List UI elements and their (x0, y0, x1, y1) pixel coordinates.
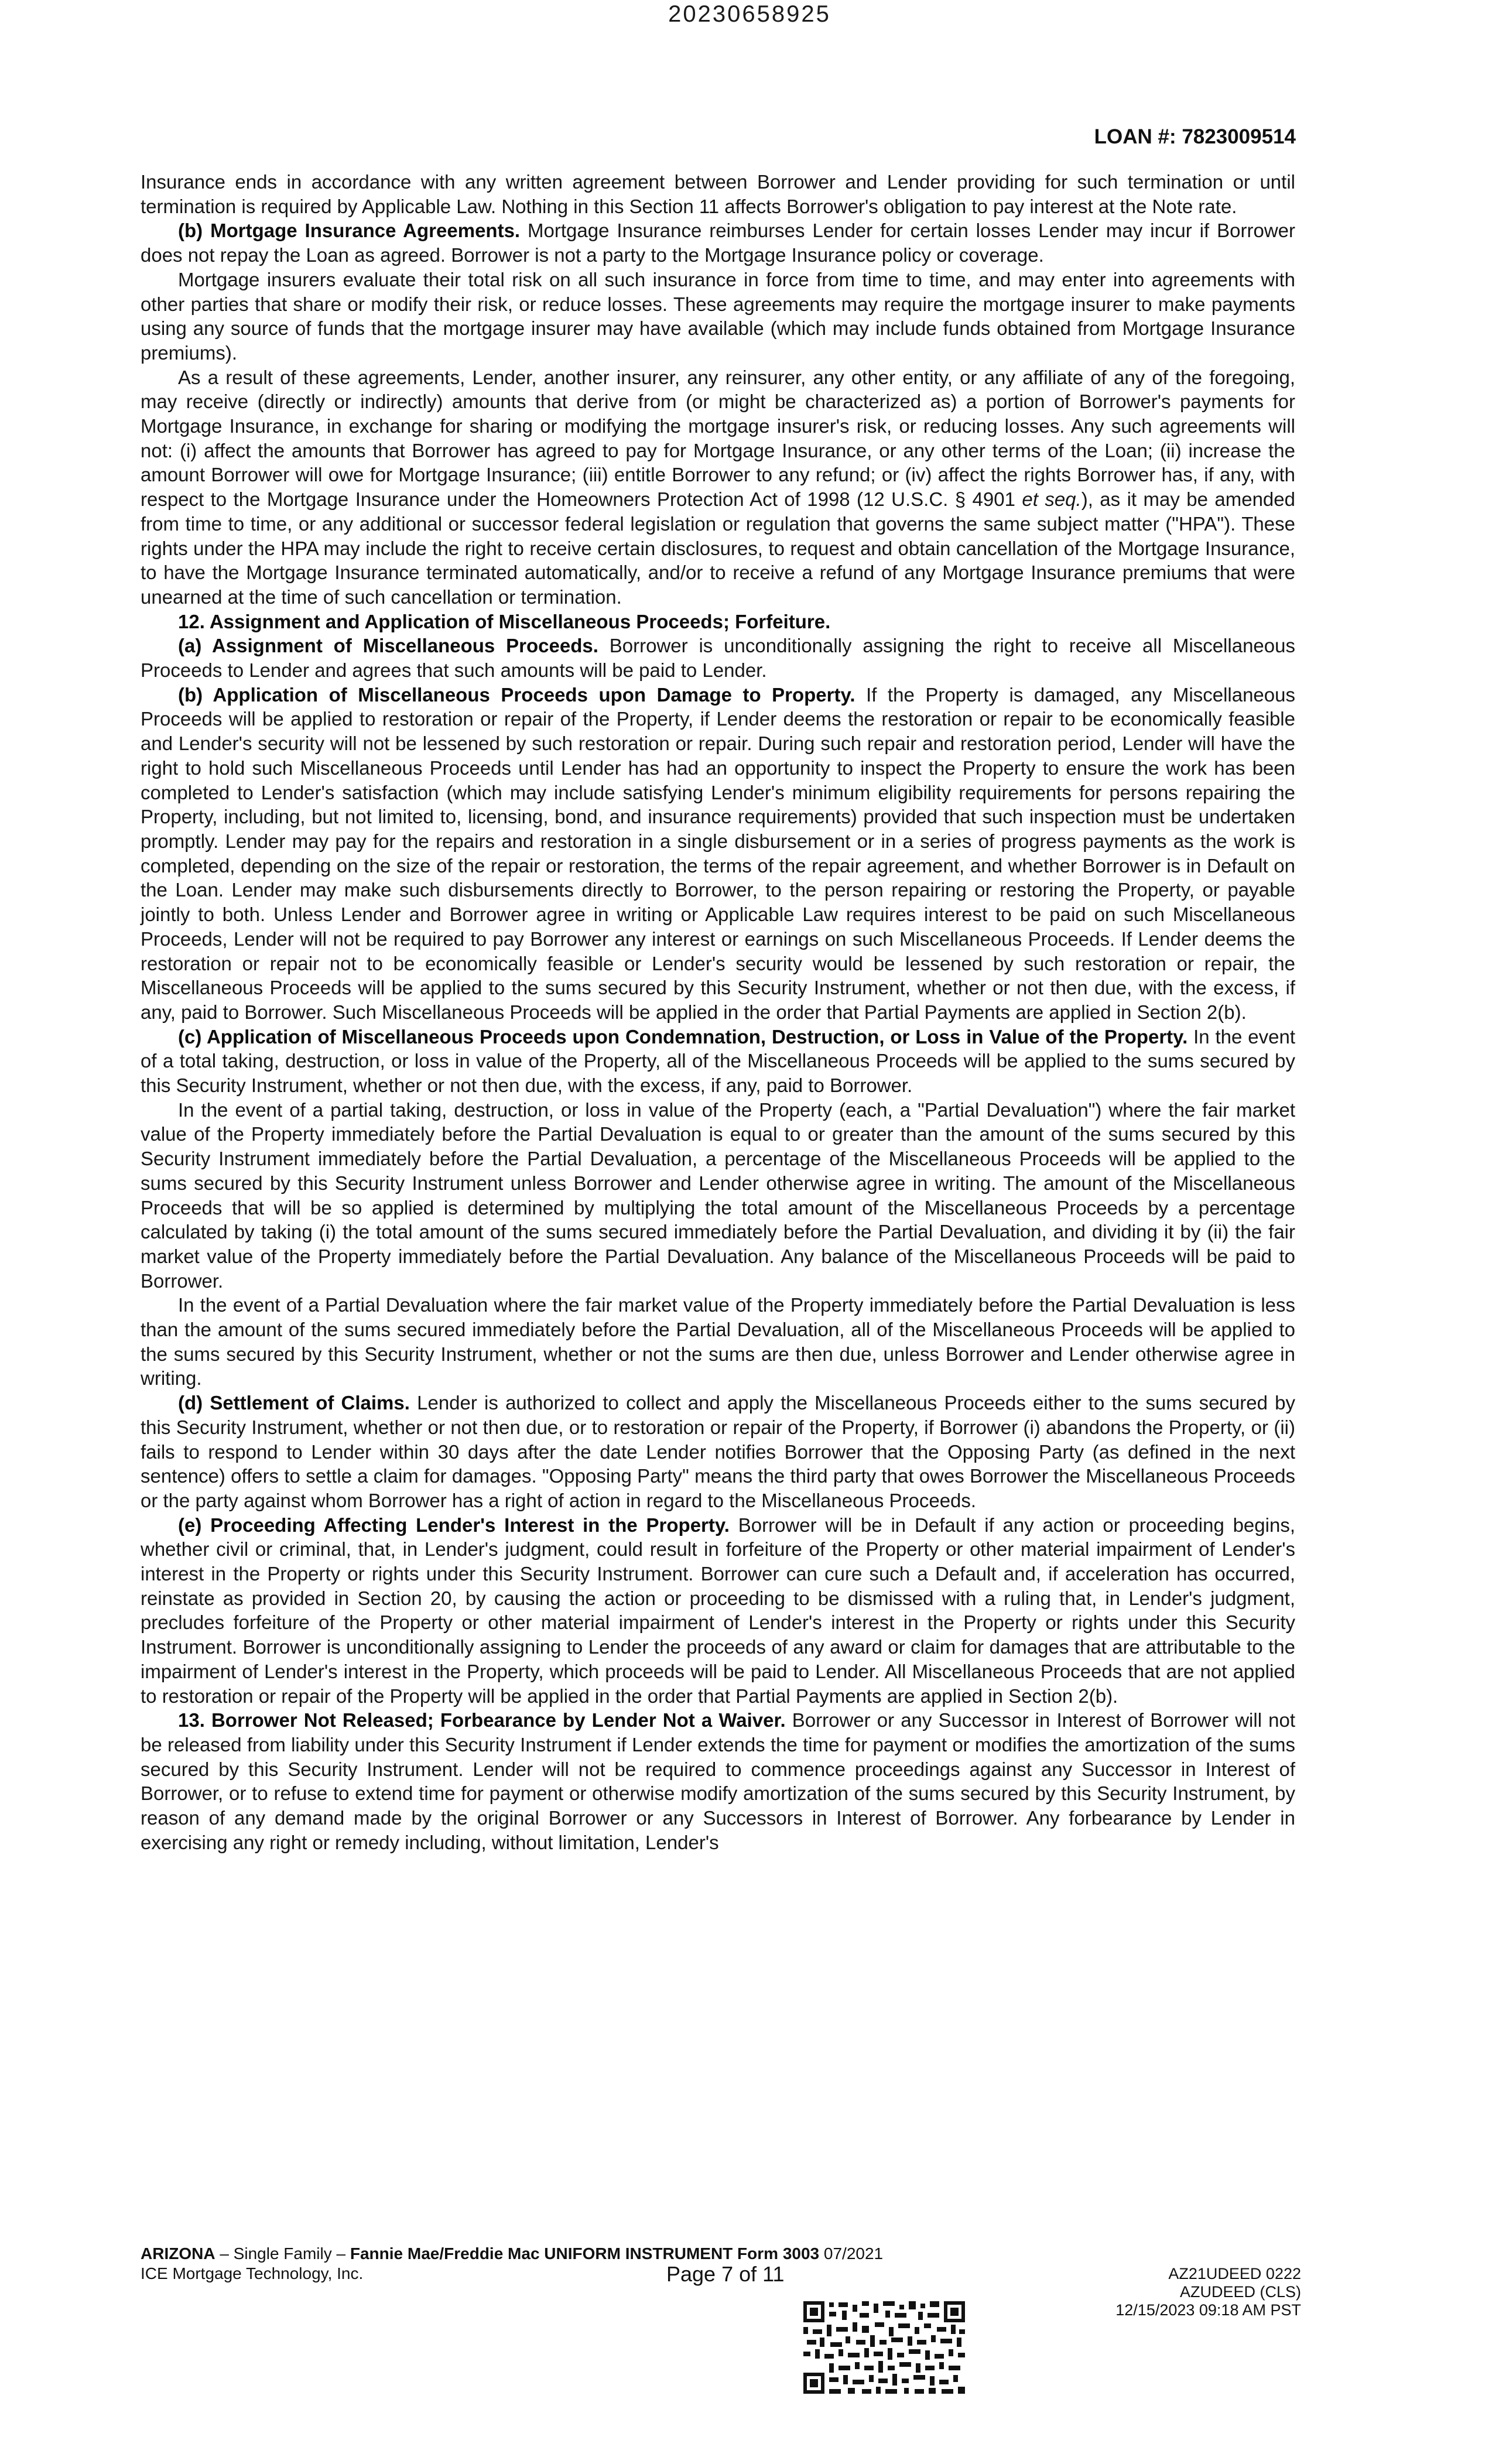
footer-timestamp: 12/15/2023 09:18 AM PST (1115, 2301, 1301, 2319)
section-13-heading: 13. Borrower Not Released; Forbearance by Lender Not a Waiver. (178, 1709, 786, 1731)
mortgage-insurers-paragraph: Mortgage insurers evaluate their total risk on all such insurance in force from time to time, and may enter into agreements with other parties that share or modify their risk, or reduce losses. These agreements may require the mortgage insurer to make payments using any source of funds that the mortgage insurer may have available (which may include funds obtained from Mortgage Insurance premiums). (141, 268, 1295, 364)
section-12d-heading: (d) Settlement of Claims. (178, 1392, 410, 1414)
footer-form-date: 07/2021 (819, 2244, 884, 2263)
loan-number: LOAN #: 7823009514 (1094, 125, 1296, 148)
section-12a-heading: (a) Assignment of Miscellaneous Proceeds. (178, 635, 598, 657)
section-12b-heading: (b) Application of Miscellaneous Proceeds upon Damage to Property. (178, 683, 855, 706)
footer-form-info: ARIZONA – Single Family – Fannie Mae/Freddie Mac UNIFORM INSTRUMENT Form 3003 07/2021 ICE Mortgage Technology, Inc. (141, 2244, 884, 2282)
footer-company: ICE Mortgage Technology, Inc. (141, 2264, 364, 2282)
footer-doc-code: AZUDEED (CLS) (1179, 2283, 1301, 2301)
footer-codes (1115, 2265, 1301, 2319)
section-13-paragraph: 13. Borrower Not Released; Forbearance by Lender Not a Waiver. Borrower or any Successor in Interest of Borrower will not be released from liability under this Security Instrument if Lender extends the time for payment or modifies the amortization of the sums secured by this Security Instrument. Lender will not be required to commence proceedings against any Successor in Interest of Borrower, or to refuse to extend time for payment or otherwise modify amortization of the sums secured by this Security Instrument, by reason of any demand made by the original Borrower or any Successors in Interest of Borrower. Any forbearance by Lender in exercising any right or remedy including, without limitation, Lender's (141, 1709, 1295, 1853)
partial-devaluation-less-paragraph: In the event of a Partial Devaluation where the fair market value of the Property immediately before the Partial Devaluation is less than the amount of the sums secured immediately before the Partial Devaluation, all of the Miscellaneous Proceeds will be applied to the sums secured by this Security Instrument, whether or not the sums are then due, unless Borrower and Lender otherwise agree in writing. (141, 1294, 1295, 1390)
page-number: Page 7 of 11 (666, 2262, 785, 2286)
section-12c-heading: (c) Application of Miscellaneous Proceeds upon Condemnation, Destruction, or Loss in Value of the Property. (178, 1025, 1188, 1048)
section-12e-heading: (e) Proceeding Affecting Lender's Interest in the Property. (178, 1514, 730, 1536)
section-12b-paragraph: (b) Application of Miscellaneous Proceeds upon Damage to Property. If the Property is damaged, any Miscellaneous Proceeds will be applied to restoration or repair of the Property, if Lender deems the restoration or repair to be economically feasible and Lender's security will not be lessened by such restoration or repair. During such repair and restoration period, Lender will have the right to hold such Miscellaneous Proceeds until Lender has had an opportunity to inspect the Property to ensure the work has been completed to Lender's satisfaction (which may include satisfying Lender's minimum eligibility requirements for persons repairing the Property, including, but not limited to, licensing, bond, and insurance requirements) provided that such inspection must be undertaken promptly. Lender may pay for the repairs and restoration in a single disbursement or in a series of progress payments as the work is completed, depending on the size of the repair or restoration, the terms of the repair agreement, and whether Borrower is in Default on the Loan. Lender may make such disbursements directly to Borrower, to the person repairing or restoring the Property, or payable jointly to both. Unless Lender and Borrower agree in writing or Applicable Law requires interest to be paid on such Miscellaneous Proceeds, Lender will not be required to pay Borrower any interest or earnings on such Miscellaneous Proceeds. If Lender deems the restoration or repair not to be economically feasible or Lender's security would be lessened by such restoration or repair, the Miscellaneous Proceeds will be applied to the sums secured by this Security Instrument, whether or not then due, with the excess, if any, paid to Borrower. Such Miscellaneous Proceeds will be applied in the order that Partial Payments are applied in Section 2(b). (141, 683, 1295, 1023)
section-12-heading: 12. Assignment and Application of Miscellaneous Proceeds; Forfeiture. (178, 610, 831, 632)
document-recording-number: 20230658925 (668, 1, 831, 27)
barcode-image (803, 2301, 965, 2394)
section-12a-paragraph: (a) Assignment of Miscellaneous Proceeds. Borrower is unconditionally assigning the right to receive all Miscellaneous Proceeds to Lender and agrees that such amounts will be paid to Lender. (141, 635, 1295, 682)
partial-devaluation-paragraph: In the event of a partial taking, destruction, or loss in value of the Property (each, a "Partial Devaluation") where the fair market value of the Property immediately before the Partial Devaluation is equal to or greater than the amount of the sums secured by this Security Instrument immediately before the Partial Devaluation, a percentage of the Miscellaneous Proceeds will be applied to the sums secured by this Security Instrument unless Borrower and Lender otherwise agree in writing. The amount of the Miscellaneous Proceeds that will be so applied is determined by multiplying the total amount of the Miscellaneous Proceeds by a percentage calculated by taking (i) the total amount of the sums secured immediately before the Partial Devaluation, and dividing it by (ii) the fair market value of the Property immediately before the Partial Devaluation. Any balance of the Miscellaneous Proceeds will be paid to Borrower. (141, 1098, 1295, 1292)
footer-form-title: Fannie Mae/Freddie Mac UNIFORM INSTRUMENT Form 3003 (350, 2244, 820, 2263)
section-11b-heading: (b) Mortgage Insurance Agreements. (178, 220, 521, 242)
footer-form-code: AZ21UDEED 0222 (1168, 2265, 1301, 2282)
footer-state: ARIZONA (141, 2244, 215, 2263)
section-12-heading-paragraph (141, 610, 1295, 634)
section-12c-paragraph: (c) Application of Miscellaneous Proceeds upon Condemnation, Destruction, or Loss in Value of the Property. In the event of a total taking, destruction, or loss in value of the Property, all of the Miscellaneous Proceeds will be applied to the sums secured by this Security Instrument, whether or not then due, with the excess, if any, paid to Borrower. (141, 1025, 1295, 1097)
document-body (141, 170, 1295, 1855)
section-12e-paragraph: (e) Proceeding Affecting Lender's Interest in the Property. Borrower will be in Default if any action or proceeding begins, whether civil or criminal, that, in Lender's judgment, could result in forfeiture of the Property or other material impairment of Lender's interest in the Property or rights under this Security Instrument. Borrower can cure such a Default and, if acceleration has occurred, reinstate as provided in Section 20, by causing the action or proceeding to be dismissed with a ruling that, in Lender's judgment, precludes forfeiture of the Property or other material impairment of Lender's interest in the Property or rights under this Security Instrument. Borrower is unconditionally assigning to Lender the proceeds of any award or claim for damages that are attributable to the impairment of Lender's interest in the Property, which proceeds will be paid to Lender. All Miscellaneous Proceeds that are not applied to restoration or repair of the Property will be applied in the order that Partial Payments are applied in Section 2(b). (141, 1514, 1295, 1707)
agreements-paragraph: As a result of these agreements, Lender, another insurer, any reinsurer, any other entity, or any affiliate of any of the foregoing, may receive (directly or indirectly) amounts that derive from (or might be characterized as) a portion of Borrower's payments for Mortgage Insurance, in exchange for sharing or modifying the mortgage insurer's risk, or reducing losses. Any such agreements will not: (i) affect the amounts that Borrower has agreed to pay for Mortgage Insurance, or any other terms of the Loan; (ii) increase the amount Borrower will owe for Mortgage Insurance; (iii) entitle Borrower to any refund; or (iv) affect the rights Borrower has, if any, with respect to the Mortgage Insurance under the Homeowners Protection Act of 1998 (12 U.S.C. § 4901 et seq.), as it may be amended from time to time, or any additional or successor federal legislation or regulation that governs the same subject matter ("HPA"). These rights under the HPA may include the right to receive certain disclosures, to request and obtain cancellation of the Mortgage Insurance, to have the Mortgage Insurance terminated automatically, and/or to receive a refund of any Mortgage Insurance premiums that were unearned at the time of such cancellation or termination. (141, 366, 1295, 608)
section-11b-paragraph: (b) Mortgage Insurance Agreements. Mortgage Insurance reimburses Lender for certain losses Lender may incur if Borrower does not repay the Loan as agreed. Borrower is not a party to the Mortgage Insurance policy or coverage. (141, 220, 1295, 266)
section-11-continuation: Insurance ends in accordance with any written agreement between Borrower and Lender providing for such termination or until termination is required by Applicable Law. Nothing in this Section 11 affects Borrower's obligation to pay interest at the Note rate. (141, 171, 1295, 217)
section-12d-paragraph: (d) Settlement of Claims. Lender is authorized to collect and apply the Miscellaneous Proceeds either to the sums secured by this Security Instrument, whether or not then due, or to restoration or repair of the Property, if Borrower (i) abandons the Property, or (ii) fails to respond to Lender within 30 days after the date Lender notifies Borrower that the Opposing Party (as defined in the next sentence) offers to settle a claim for damages. "Opposing Party" means the third party that owes Borrower the Miscellaneous Proceeds or the party against whom Borrower has a right of action in regard to the Miscellaneous Proceeds. (141, 1392, 1296, 1511)
